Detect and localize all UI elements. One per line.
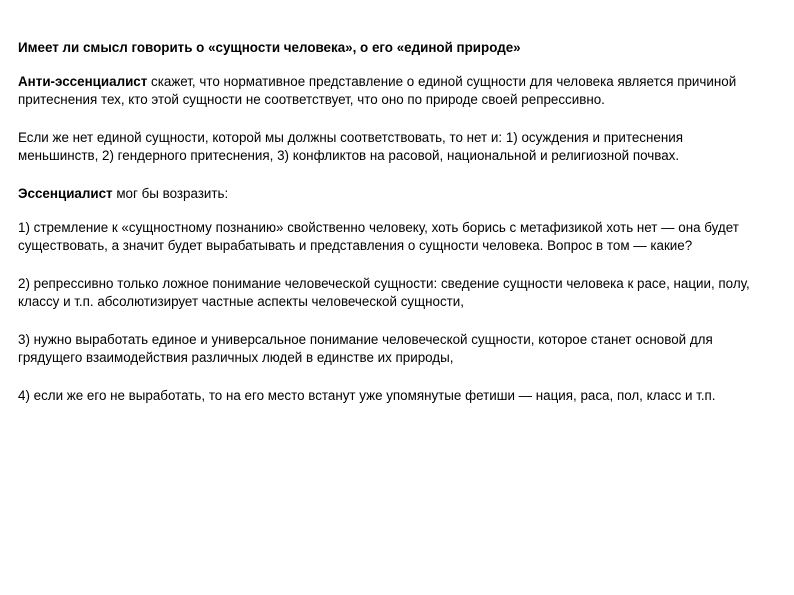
anti-essentialist-term: Анти-эссенциалист	[18, 74, 148, 89]
anti-essentialist-text: скажет, что нормативное представление о единой сущности для человека является причиной притеснения тех, кто этой сущности не соответствует, что оно по природе своей репрессивно.	[18, 74, 737, 107]
point-3: 3) нужно выработать единое и универсальное понимание человеческой сущности, которое станет основой для грядущего взаимодействия различных людей в единстве их природы,	[18, 332, 713, 365]
point-2: 2) репрессивно только ложное понимание человеческой сущности: сведение сущности человека к расе, нации, полу, классу и т.п. абсолютизирует частные аспекты человеческой сущности,	[18, 276, 750, 309]
essentialist-text: мог бы возразить:	[112, 186, 229, 201]
point-4: 4) если же его не выработать, то на его место встанут уже упомянутые фетиши — нация, раса, пол, класс и т.п.	[18, 388, 716, 403]
no-essence-paragraph: Если же нет единой сущности, которой мы должны соответствовать, то нет и: 1) осуждения и притеснения меньшинств, 2) гендерного притеснения, 3) конфликтов на расовой, национальной и религиозной почвах.	[18, 130, 683, 163]
essentialist-term: Эссенциалист	[18, 186, 113, 201]
slide-content	[18, 39, 758, 425]
essentialist-paragraph	[18, 185, 758, 203]
anti-essentialist-paragraph	[18, 73, 758, 109]
slide-title: Имеет ли смысл говорить о «сущности человека», о его «единой природе»	[18, 40, 521, 55]
point-1: 1) стремление к «сущностному познанию» свойственно человеку, хоть борись с метафизикой хоть нет — она будет существовать, а значит будет вырабатывать и представления о сущности человека. Вопрос в том — какие?	[18, 220, 739, 253]
